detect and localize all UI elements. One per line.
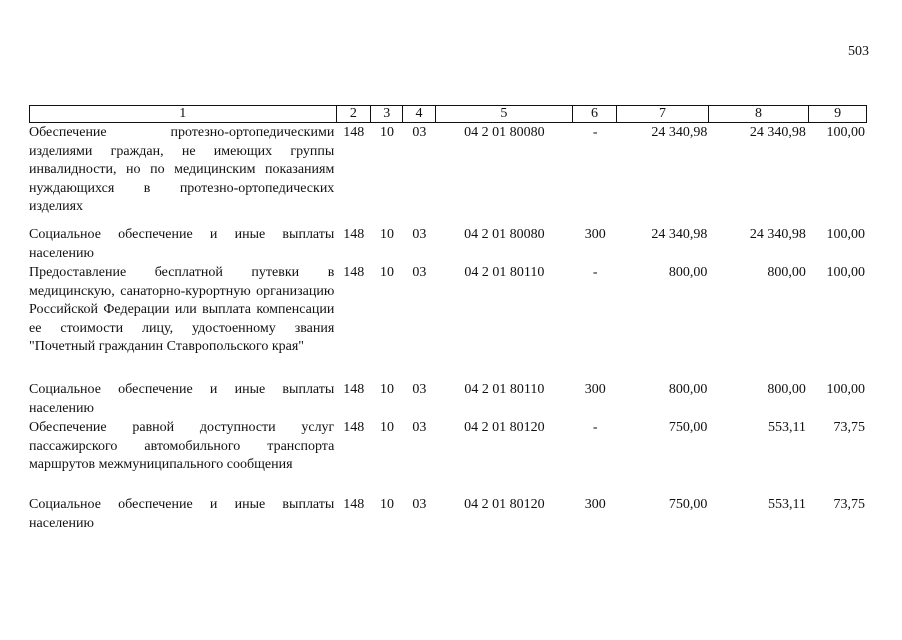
- page-number: 503: [848, 44, 869, 59]
- row-value-7: 24 340,98: [651, 125, 708, 140]
- row-name: Социальное обеспечение и иные выплаты населению: [29, 497, 335, 531]
- column-header-3: 3: [371, 106, 403, 122]
- row-value-4: 03: [412, 382, 427, 397]
- row-value-6: 300: [584, 382, 606, 397]
- budget-table: [29, 105, 867, 536]
- row-value-3: 10: [380, 125, 395, 140]
- row-value-3: 10: [380, 227, 395, 242]
- row-value-2: 148: [343, 420, 365, 435]
- row-value-8: 24 340,98: [749, 227, 806, 242]
- row-value-5: 04 2 01 80110: [464, 265, 545, 280]
- row-value-7: 800,00: [668, 382, 708, 397]
- row-value-3: 10: [380, 265, 395, 280]
- column-header-4: 4: [403, 106, 436, 122]
- row-value-9: 73,75: [833, 497, 865, 512]
- row-value-3: 10: [380, 420, 395, 435]
- table-row: [29, 264, 867, 381]
- row-value-2: 148: [343, 227, 365, 242]
- row-value-2: 148: [343, 382, 365, 397]
- row-value-4: 03: [412, 265, 427, 280]
- column-header-1: 1: [30, 106, 337, 122]
- row-value-8: 800,00: [767, 382, 806, 397]
- row-value-9: 100,00: [826, 382, 865, 397]
- column-header-8: 8: [709, 106, 809, 122]
- row-value-4: 03: [412, 420, 427, 435]
- row-value-2: 148: [343, 497, 365, 512]
- row-value-7: 800,00: [668, 265, 708, 280]
- row-value-8: 553,11: [767, 420, 806, 435]
- column-header-6: 6: [573, 106, 617, 122]
- row-value-4: 03: [412, 497, 427, 512]
- row-name: Предоставление бесплатной путевки в медицинскую, санаторно-курортную организацию Российской Федерации или выплата компенсации ее стоимости лицу, удостоенному звания "Почетный гражданин Ставропольского края": [29, 265, 335, 354]
- row-value-4: 03: [412, 227, 427, 242]
- row-value-7: 750,00: [668, 420, 708, 435]
- row-value-4: 03: [412, 125, 427, 140]
- row-value-6: 300: [584, 497, 606, 512]
- row-value-7: 750,00: [668, 497, 708, 512]
- row-value-5: 04 2 01 80110: [464, 382, 545, 397]
- row-name: Социальное обеспечение и иные выплаты населению: [29, 382, 335, 416]
- row-value-9: 73,75: [833, 420, 865, 435]
- row-name: Обеспечение протезно-ортопедическими изделиями граждан, не имеющих группы инвалидности, но по медицинским показаниям нуждающихся в протезно-ортопедических изделиях: [29, 125, 335, 214]
- row-value-9: 100,00: [826, 227, 865, 242]
- row-value-7: 24 340,98: [651, 227, 708, 242]
- row-value-2: 148: [343, 265, 365, 280]
- table-row: [29, 496, 867, 536]
- row-value-2: 148: [343, 125, 365, 140]
- row-value-5: 04 2 01 80120: [464, 497, 545, 512]
- row-value-9: 100,00: [826, 265, 865, 280]
- row-name: Обеспечение равной доступности услуг пассажирского автомобильного транспорта маршрутов межмуниципального сообщения: [29, 420, 335, 472]
- row-value-5: 04 2 01 80120: [464, 420, 545, 435]
- table-row: [29, 124, 867, 226]
- row-value-8: 553,11: [767, 497, 806, 512]
- column-header-5: 5: [436, 106, 573, 122]
- column-header-9: 9: [834, 106, 842, 121]
- row-value-3: 10: [380, 497, 395, 512]
- row-value-5: 04 2 01 80080: [464, 125, 545, 140]
- table-row: [29, 381, 867, 419]
- column-header-2: 2: [337, 106, 372, 122]
- row-value-8: 800,00: [767, 265, 806, 280]
- row-value-8: 24 340,98: [749, 125, 806, 140]
- row-name: Социальное обеспечение и иные выплаты населению: [29, 227, 335, 261]
- row-value-6: -: [592, 265, 598, 280]
- row-value-6: -: [592, 420, 598, 435]
- column-header-7: 7: [617, 106, 709, 122]
- table-row: [29, 419, 867, 496]
- row-value-9: 100,00: [826, 125, 865, 140]
- row-value-5: 04 2 01 80080: [464, 227, 545, 242]
- row-value-6: 300: [584, 227, 606, 242]
- row-value-3: 10: [380, 382, 395, 397]
- table-header-row: [29, 105, 867, 123]
- row-value-6: -: [592, 125, 598, 140]
- table-row: [29, 226, 867, 264]
